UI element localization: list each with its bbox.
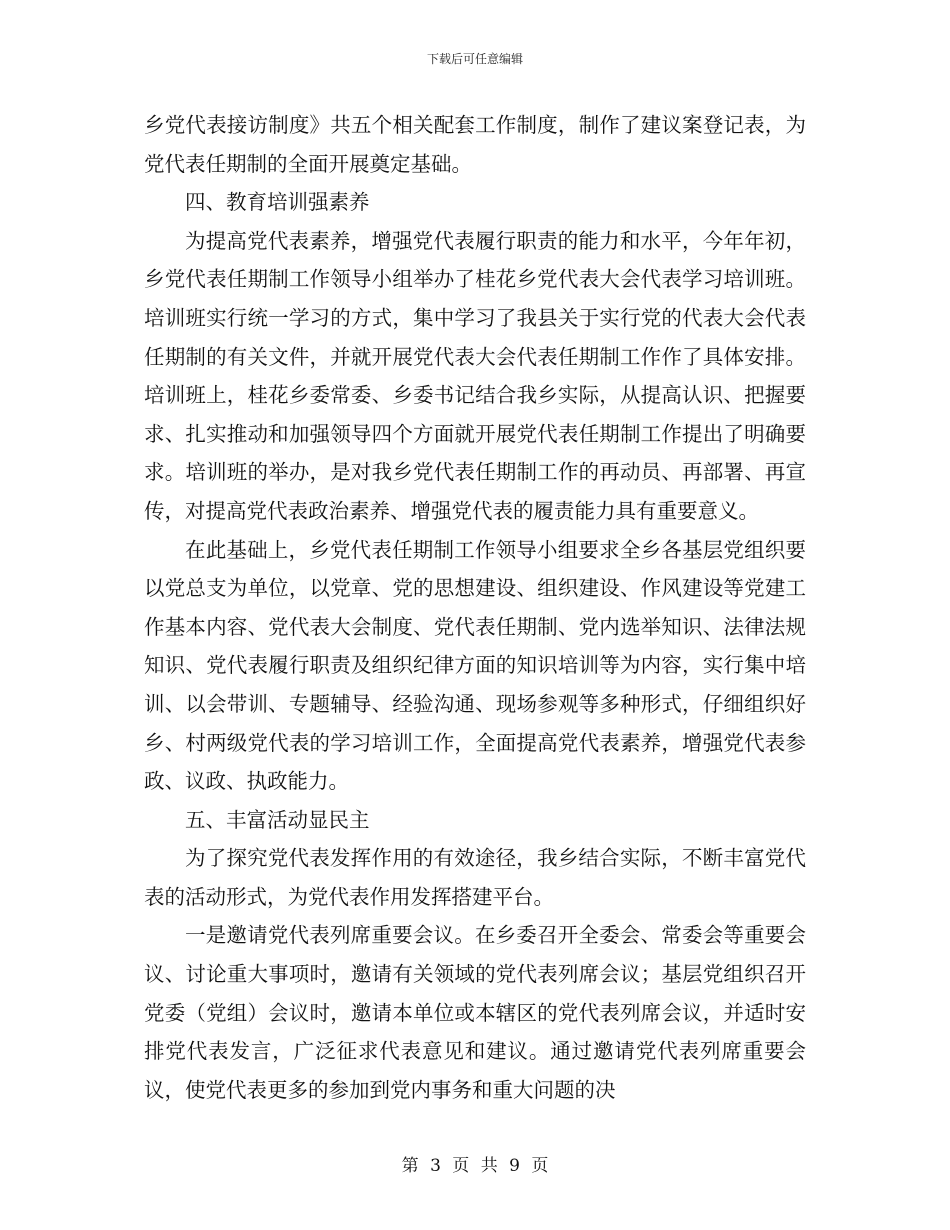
paragraph: 乡党代表接访制度》共五个相关配套工作制度，制作了建议案登记表，为党代表任期制的全面开展奠定基础。 — [144, 113, 806, 176]
page-number: 第 3 页 共 9 页 — [401, 1156, 549, 1176]
section-heading: 四、教育培训强素养 — [185, 190, 370, 215]
document-body — [144, 106, 806, 1109]
paragraph: 一是邀请党代表列席重要会议。在乡委召开全委会、常委会等重要会议、讨论重大事项时，邀请有关领域的党代表列席会议；基层党组织召开党委（党组）会议时，邀请本单位或本辖区的党代表列席会议，并适时安排党代表发言，广泛征求代表意见和建议。通过邀请党代表列席重要会议，使党代表更多的参加到党内事务和重大问题的决 — [144, 923, 806, 1102]
page-footer — [0, 1156, 950, 1176]
section-heading: 五、丰富活动显民主 — [185, 807, 370, 832]
paragraph: 为了探究党代表发挥作用的有效途径，我乡结合实际，不断丰富党代表的活动形式，为党代表作用发挥搭建平台。 — [144, 846, 806, 909]
paragraph: 为提高党代表素养，增强党代表履行职责的能力和水平，今年年初，乡党代表任期制工作领导小组举办了桂花乡党代表大会代表学习培训班。培训班实行统一学习的方式，集中学习了我县关于实行党的代表大会代表任期制的有关文件，并就开展党代表大会代表任期制工作作了具体安排。培训班上，桂花乡委常委、乡委书记结合我乡实际，从提高认识、把握要求、扎实推动和加强领导四个方面就开展党代表任期制工作提出了明确要求。培训班的举办，是对我乡党代表任期制工作的再动员、再部署、再宣传，对提高党代表政治素养、增强党代表的履责能力具有重要意义。 — [144, 228, 806, 523]
page-header — [0, 51, 950, 67]
paragraph: 在此基础上，乡党代表任期制工作领导小组要求全乡各基层党组织要以党总支为单位，以党章、党的思想建设、组织建设、作风建设等党建工作基本内容、党代表大会制度、党代表任期制、党内选举知识、法律法规知识、党代表履行职责及组织纪律方面的知识培训等为内容，实行集中培训、以会带训、专题辅导、经验沟通、现场参观等多种形式，仔细组织好乡、村两级党代表的学习培训工作，全面提高党代表素养，增强党代表参政、议政、执政能力。 — [144, 537, 806, 794]
page-header-text: 下载后可任意编辑 — [426, 52, 523, 66]
